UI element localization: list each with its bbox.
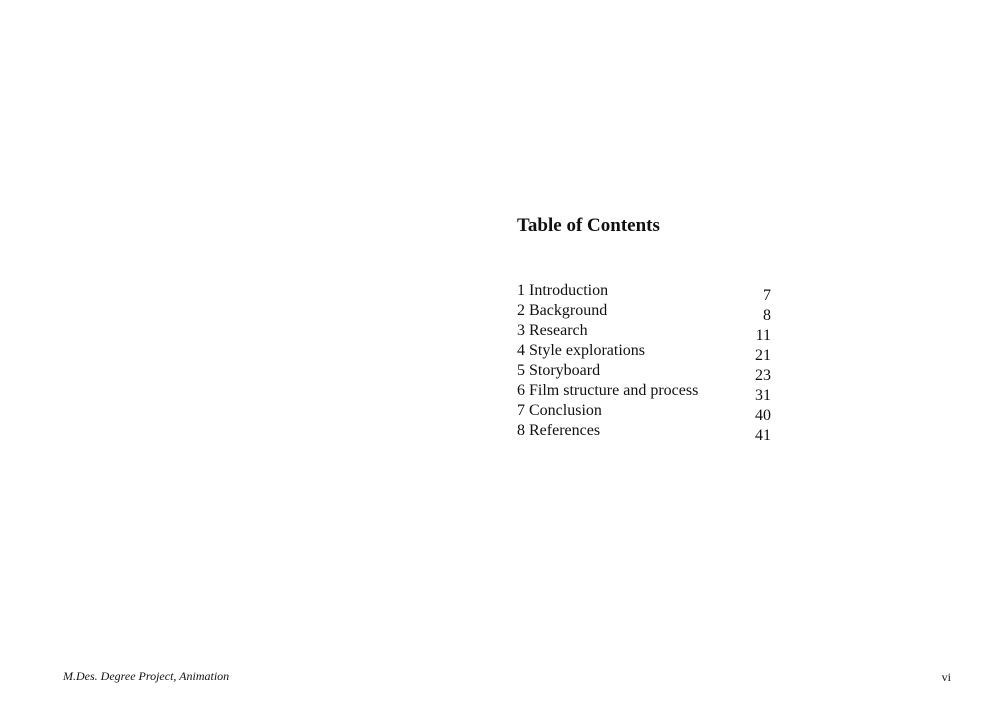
- toc-list: [517, 281, 777, 444]
- toc-entry-page: 21: [755, 347, 771, 364]
- toc-entry-references: [517, 421, 777, 444]
- footer-page-number: vi: [941, 670, 951, 684]
- toc-entry-background: [517, 301, 777, 324]
- toc-entry-label: 5 Storyboard: [517, 362, 601, 379]
- toc-entry-label: 6 Film structure and process: [517, 382, 699, 399]
- footer-document-title: M.Des. Degree Project, Animation: [63, 669, 230, 683]
- toc-entry-page: 31: [755, 387, 771, 404]
- table-of-contents: [517, 213, 777, 444]
- toc-entry-style-explorations: [517, 341, 777, 364]
- toc-entry-research: [517, 321, 777, 344]
- toc-entry-page: 40: [755, 407, 771, 424]
- toc-entry-label: 7 Conclusion: [517, 402, 602, 419]
- toc-entry-page: 8: [763, 307, 771, 324]
- toc-entry-label: 8 References: [517, 422, 601, 439]
- toc-entry-label: 1 Introduction: [517, 282, 609, 299]
- toc-entry-introduction: [517, 281, 777, 304]
- toc-entry-page: 41: [755, 427, 771, 444]
- toc-entry-conclusion: [517, 401, 777, 424]
- toc-entry-page: 23: [755, 367, 771, 384]
- toc-title: Table of Contents: [517, 215, 660, 236]
- toc-entry-storyboard: [517, 361, 777, 384]
- toc-entry-film-structure: [517, 381, 777, 404]
- toc-entry-page: 7: [763, 287, 771, 304]
- toc-entry-label: 3 Research: [517, 322, 588, 339]
- toc-entry-label: 2 Background: [517, 302, 608, 319]
- toc-entry-label: 4 Style explorations: [517, 342, 645, 359]
- toc-entry-page: 11: [755, 327, 771, 344]
